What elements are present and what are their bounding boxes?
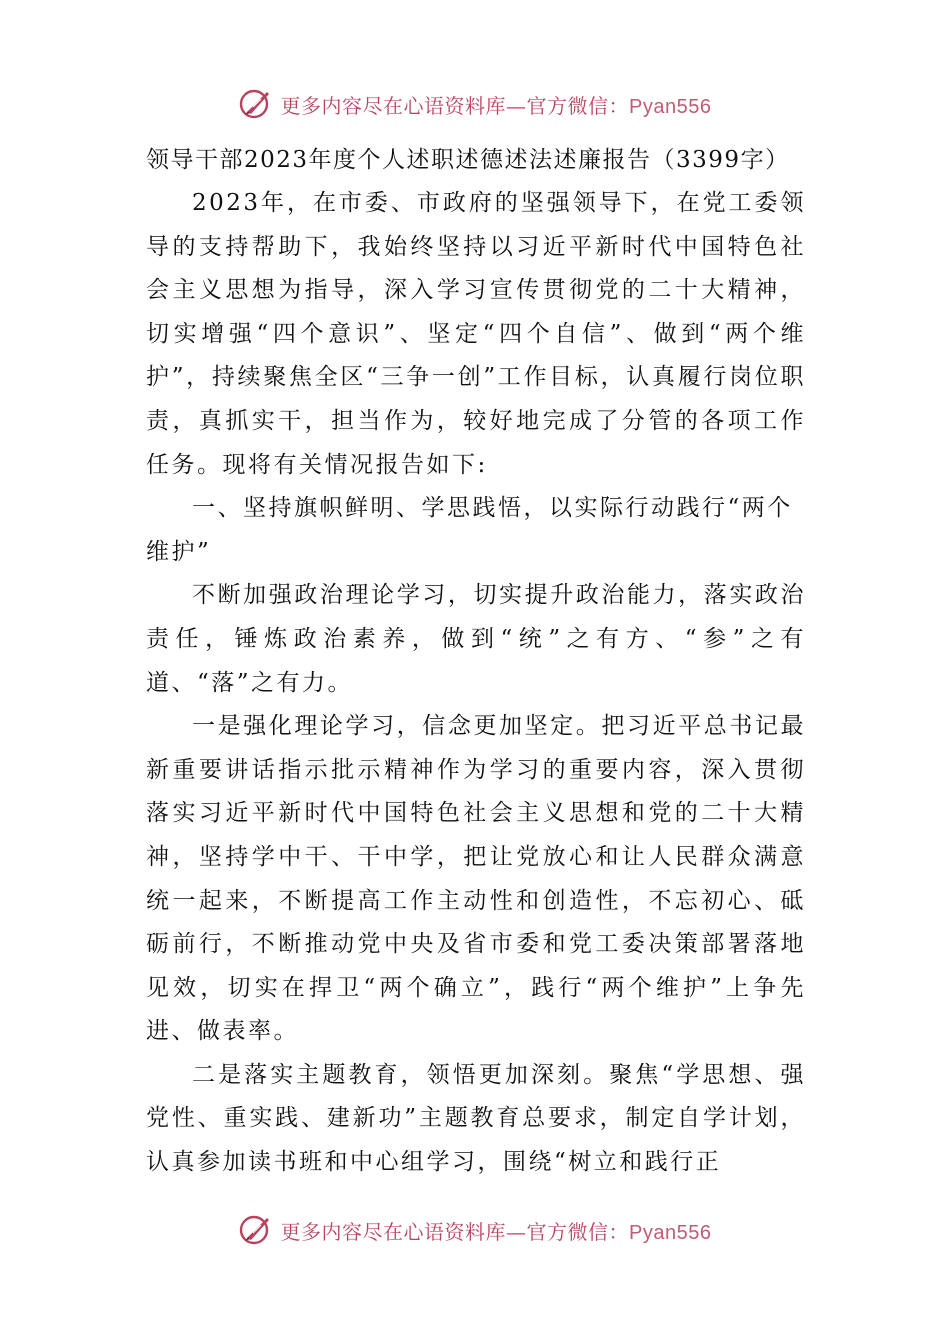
watermark-footer — [0, 1210, 950, 1250]
paragraph-point-2: 二是落实主题教育，领悟更加深刻。聚焦“学思想、强党性、重实践、建新功”主题教育总要求，制定自学计划，认真参加读书班和中心组学习，围绕“树立和践行正 — [146, 1061, 806, 1176]
paragraph-intro: 2023年，在市委、市政府的坚强领导下，在党工委领导的支持帮助下，我始终坚持以习近平新时代中国特色社会主义思想为指导，深入学习宣传贯彻党的二十大精神，切实增强“四个意识”、坚定“四个自信”、做到“两个维护”，持续聚焦全区“三争一创”工作目标，认真履行岗位职责，真抓实干，担当作为，较好地完成了分管的各项工作任务。现将有关情况报告如下: — [146, 190, 806, 478]
quill-logo-icon — [239, 1213, 273, 1247]
watermark-text: 更多内容尽在心语资料库—官方微信：Pyan556 — [280, 1219, 712, 1244]
quill-logo-icon — [239, 87, 273, 121]
section-heading-1: 一、坚持旗帜鲜明、学思践悟，以实际行动践行“两个维护” — [146, 495, 793, 565]
wechat-id: Pyan556 — [629, 95, 712, 118]
paragraph-summary: 不断加强政治理论学习，切实提升政治能力，落实政治责任，锤炼政治素养，做到“统”之有方、“参”之有道、“落”之有力。 — [146, 582, 806, 696]
document-body — [146, 138, 806, 1185]
document-title: 领导干部2023年度个人述职述德述法述廉报告（3399字） — [146, 147, 790, 173]
watermark-header — [0, 84, 950, 124]
wechat-id: Pyan556 — [629, 1221, 712, 1244]
watermark-text: 更多内容尽在心语资料库—官方微信：Pyan556 — [280, 93, 712, 118]
paragraph-point-1: 一是强化理论学习，信念更加坚定。把习近平总书记最新重要讲话指示批示精神作为学习的重要内容，深入贯彻落实习近平新时代中国特色社会主义思想和党的二十大精神，坚持学中干、干中学，把让党放心和让人民群众满意统一起来，不断提高工作主动性和创造性，不忘初心、砥砺前行，不断推动党中央及省市委和党工委决策部署落地见效，切实在捍卫“两个确立”，践行“两个维护”上争先进、做表率。 — [146, 713, 806, 1045]
